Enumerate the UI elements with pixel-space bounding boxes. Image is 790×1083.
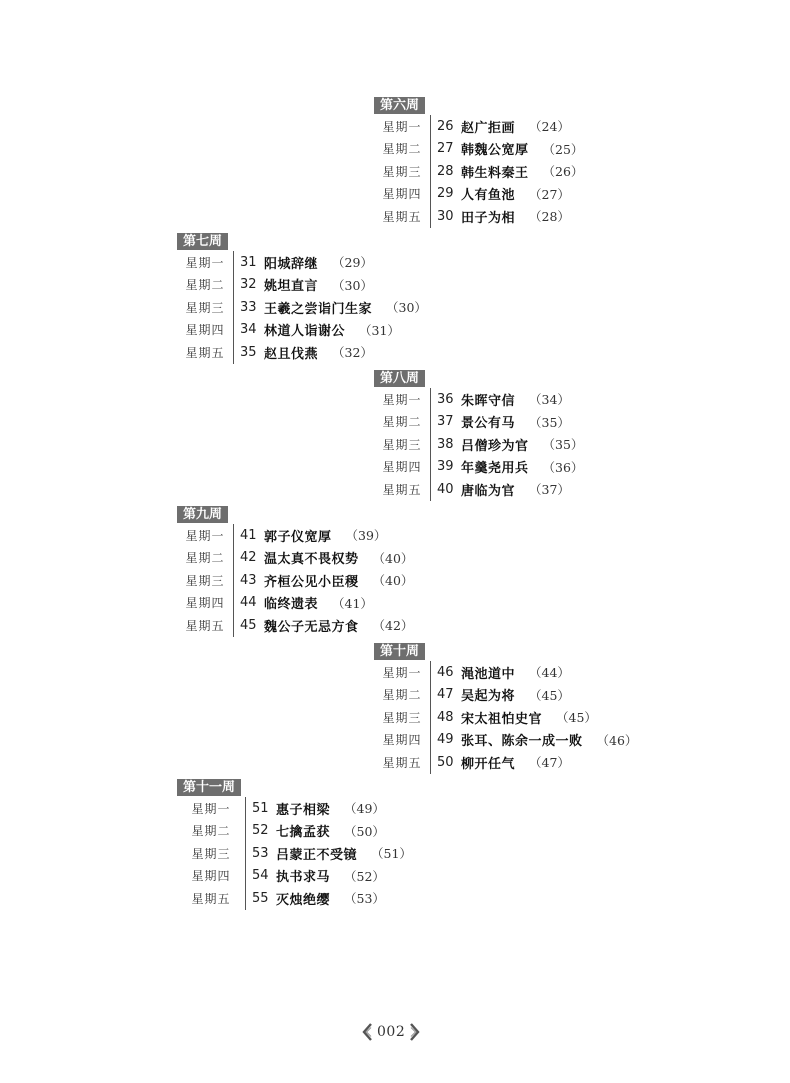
page-reference: （45） [529,687,570,703]
lesson-title: 郭子仪宽厚 [264,529,332,545]
lesson-number: 32 [240,277,257,293]
day-label: 星期二 [382,142,422,157]
list-item [177,887,412,910]
lesson-number: 30 [437,208,454,224]
lesson-number: 55 [252,890,269,906]
lesson-number: 27 [437,141,454,157]
lesson-title: 渑池道中 [461,666,516,682]
day-label: 星期三 [382,710,422,725]
page-reference: （45） [556,710,597,726]
lesson-title: 唐临为官 [461,483,516,499]
lesson-number: 53 [252,845,269,861]
week-section [177,230,427,364]
week-label: 第七周 [177,233,228,250]
lesson-number: 36 [437,391,454,407]
list-item [177,842,412,865]
list-item [177,797,412,820]
day-label: 星期一 [382,119,422,134]
day-label: 星期五 [382,755,422,770]
week-entries [177,797,412,910]
page-reference: （25） [542,141,584,157]
day-label: 星期二 [382,415,422,430]
list-item [177,524,413,547]
lesson-title: 朱晖守信 [461,393,516,409]
lesson-number: 50 [437,754,454,770]
week-section [374,640,637,774]
page-reference: （50） [344,823,385,839]
lesson-number: 45 [240,617,257,633]
page-reference: （53） [344,891,385,907]
week-section [177,776,412,910]
day-label: 星期三 [185,300,225,315]
day-label: 星期三 [382,437,422,452]
list-item [374,456,583,479]
list-item [374,183,583,206]
day-label: 星期四 [382,460,422,475]
list-item [177,251,427,274]
lesson-title: 吕僧珍为官 [461,438,529,454]
day-label: 星期二 [191,824,231,839]
day-label: 星期三 [191,846,231,861]
lesson-title: 灭烛绝缨 [276,892,331,908]
list-item [177,319,427,342]
list-item [374,411,583,434]
day-label: 星期二 [185,551,225,566]
lesson-title: 执书求马 [276,870,331,886]
list-item [374,684,637,707]
lesson-number: 47 [437,687,454,703]
lesson-number: 46 [437,664,454,680]
week-label: 第六周 [374,97,425,114]
page-reference: （37） [529,482,570,498]
lesson-title: 人有鱼池 [461,188,516,204]
lesson-title: 柳开任气 [461,756,516,772]
day-label: 星期五 [382,482,422,497]
day-label: 星期一 [191,801,231,816]
page-reference: （35） [542,437,584,453]
page-reference: （32） [332,345,373,361]
page-reference: （47） [529,755,570,771]
day-label: 星期一 [185,255,225,270]
list-item [177,547,413,570]
lesson-title: 年羹尧用兵 [461,461,529,477]
list-item [374,433,583,456]
lesson-number: 44 [240,595,257,611]
week-section [374,367,583,501]
week-entries [177,524,413,637]
lesson-number: 29 [437,186,454,202]
lesson-title: 姚坦直言 [264,279,319,295]
lesson-number: 33 [240,299,257,315]
week-label: 第十周 [374,643,425,660]
chevron-right-icon [409,1022,421,1042]
list-item [177,820,412,843]
page-footer [361,1022,421,1042]
day-label: 星期四 [191,869,231,884]
day-label: 星期四 [185,323,225,338]
page-reference: （30） [386,300,427,316]
day-label: 星期三 [382,164,422,179]
lesson-title: 张耳、陈余一成一败 [461,734,583,750]
week-entries [177,251,427,364]
week-entries [374,388,583,501]
page-reference: （41） [332,595,373,611]
week-entries [374,661,637,774]
lesson-number: 28 [437,163,454,179]
page-reference: （35） [529,414,570,430]
list-item [177,592,413,615]
page-reference: （29） [332,255,373,271]
lesson-title: 宋太祖怕史官 [461,711,543,727]
lesson-title: 景公有马 [461,416,516,432]
list-item [374,160,583,183]
lesson-title: 阳城辞继 [264,256,319,272]
page-reference: （34） [529,392,570,408]
page-reference: （28） [529,209,570,225]
lesson-title: 魏公子无忌方食 [264,619,359,635]
lesson-number: 38 [437,436,454,452]
lesson-number: 34 [240,322,257,338]
list-item [374,661,637,684]
lesson-number: 40 [437,481,454,497]
day-label: 星期一 [382,665,422,680]
day-label: 星期二 [185,278,225,293]
lesson-number: 35 [240,344,257,360]
lesson-number: 43 [240,572,257,588]
day-label: 星期四 [185,596,225,611]
lesson-title: 林道人诣谢公 [264,324,346,340]
list-item [374,138,583,161]
day-label: 星期三 [185,573,225,588]
list-item [177,296,427,319]
lesson-number: 42 [240,550,257,566]
list-item [177,865,412,888]
day-label: 星期一 [185,528,225,543]
lesson-title: 临终遗表 [264,597,319,613]
day-label: 星期一 [382,392,422,407]
lesson-title: 田子为相 [461,210,516,226]
list-item [374,115,583,138]
week-entries [374,115,583,228]
day-label: 星期四 [382,187,422,202]
lesson-number: 54 [252,868,269,884]
week-section [374,94,583,228]
lesson-title: 温太真不畏权势 [264,552,359,568]
page-number: 002 [377,1024,406,1040]
week-label: 第十一周 [177,779,241,796]
lesson-number: 26 [437,118,454,134]
lesson-number: 49 [437,732,454,748]
page-reference: （40） [372,573,414,589]
lesson-title: 吴起为将 [461,689,516,705]
day-label: 星期五 [191,891,231,906]
lesson-number: 37 [437,414,454,430]
lesson-title: 七擒孟获 [276,825,331,841]
lesson-number: 39 [437,459,454,475]
lesson-title: 韩生料秦王 [461,165,529,181]
list-item [177,274,427,297]
week-section [177,503,413,637]
list-item [374,205,583,228]
page-reference: （42） [372,618,414,634]
lesson-title: 赵且伐燕 [264,346,319,362]
day-label: 星期二 [382,688,422,703]
lesson-number: 41 [240,527,257,543]
lesson-number: 52 [252,823,269,839]
lesson-number: 48 [437,709,454,725]
week-label: 第九周 [177,506,228,523]
list-item [374,478,583,501]
list-item [374,388,583,411]
page-reference: （46） [596,732,638,748]
page-reference: （40） [372,550,414,566]
list-item [177,569,413,592]
page-reference: （52） [344,868,385,884]
page-reference: （27） [529,186,570,202]
page-reference: （24） [529,119,570,135]
lesson-title: 齐桓公见小臣稷 [264,574,359,590]
lesson-title: 王羲之尝诣门生家 [264,301,373,317]
page-reference: （31） [359,322,400,338]
lesson-title: 惠子相梁 [276,802,331,818]
day-label: 星期四 [382,733,422,748]
lesson-title: 韩魏公宽厚 [461,143,529,159]
lesson-title: 吕蒙正不受镜 [276,847,358,863]
lesson-number: 31 [240,254,257,270]
list-item [374,751,637,774]
list-item [177,614,413,637]
list-item [374,729,637,752]
day-label: 星期五 [382,209,422,224]
page-reference: （51） [371,846,412,862]
list-item [177,341,427,364]
chevron-left-icon [361,1022,373,1042]
page-reference: （49） [344,801,385,817]
page-reference: （30） [332,277,373,293]
list-item [374,706,637,729]
lesson-number: 51 [252,800,269,816]
page-reference: （39） [345,528,387,544]
day-label: 星期五 [185,345,225,360]
page-reference: （26） [542,164,584,180]
day-label: 星期五 [185,618,225,633]
lesson-title: 赵广拒画 [461,120,516,136]
week-label: 第八周 [374,370,425,387]
page-reference: （36） [542,459,584,475]
page-reference: （44） [529,665,570,681]
